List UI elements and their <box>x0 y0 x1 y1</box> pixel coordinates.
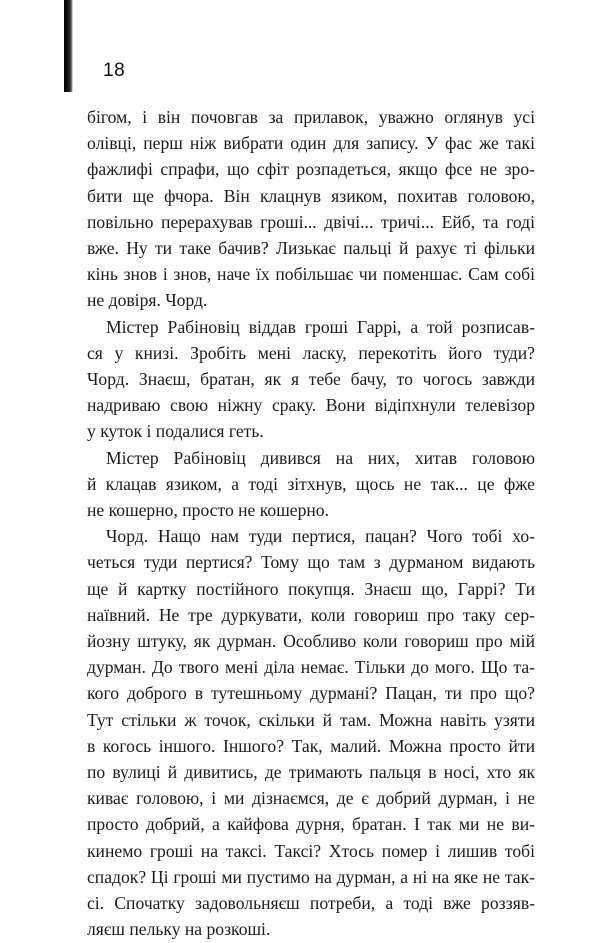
text-line: фажлифі спрафи, що сфіт розпадеться, якщо фсе не зро- <box>87 159 535 180</box>
paragraph <box>87 104 535 314</box>
text-line: спадок? Ці гроші ми пустимо на дурман, а ні на яке не так- <box>87 866 535 887</box>
text-line: повільно перерахував гроші... двічі... тричі... Ейб, та годі <box>87 211 535 232</box>
text-line: просто добрий, а кайфова дурня, братан. І так ми не ви- <box>87 814 535 835</box>
text-line: Містер Рабіновіц дивився на них, хитав головою <box>106 447 535 468</box>
text-line: у куток і подалися геть. <box>87 421 264 442</box>
text-line: бити ще фчора. Він клацнув язиком, похитав головою, <box>87 185 535 206</box>
text-line: ся у книзі. Зробіть мені ласку, перекотіть його туди? <box>87 342 535 363</box>
text-line: бігом, і він почовгав за прилавок, уважно оглянув усі <box>87 107 535 127</box>
text-line: Тут стільки ж точок, скільки й там. Можна навіть узяти <box>87 709 535 730</box>
text-line: ще й картку постійного покупця. Знаєш що, Гаррі? Ти <box>87 578 535 599</box>
page-edge-mark <box>64 0 73 92</box>
paragraph <box>87 314 535 445</box>
paragraph <box>87 445 535 524</box>
text-line: кинемо гроші на таксі. Таксі? Хтось помер і лишив тобі <box>87 840 535 861</box>
text-line: не довіря. Чорд. <box>87 290 208 311</box>
text-line: й клацав язиком, а тоді зітхнув, щось не так... це фже <box>87 473 535 494</box>
body-text <box>87 104 535 943</box>
text-line: Містер Рабіновіц віддав гроші Гаррі, а той розписав- <box>106 316 535 337</box>
text-line: надриваю свою ніжну сраку. Вони відіпхнули телевізор <box>87 395 535 416</box>
paragraph <box>87 523 535 942</box>
text-line: сі. Спочатку задовольняєш потреби, а тоді вже роззяв- <box>87 893 535 914</box>
text-line: наївний. Не тре дуркувати, коли говориш про таку сер- <box>87 604 535 625</box>
text-line: четься туди пертися? Тому що там з дурманом видають <box>87 552 535 573</box>
text-line: по вулиці й дивитись, де тримають пальця в носі, хто як <box>87 762 535 783</box>
text-line: Чорд. Нащо нам туди пертися, пацан? Чого тобі хо- <box>106 526 535 547</box>
text-line: Чорд. Знаєш, братан, як я тебе бачу, то чогось завжди <box>87 369 535 390</box>
text-line: не кошерно, просто не кошерно. <box>87 500 329 521</box>
text-line: йозну штуку, як дурман. Особливо коли говориш про мій <box>87 631 535 652</box>
page-number: 18 <box>103 60 126 81</box>
text-line: кого доброго в тутешньому дурмані? Пацан, ти про що? <box>87 683 535 704</box>
text-line: дурман. До твого мені діла немає. Тільки до мого. Що та- <box>87 657 535 678</box>
text-line: кінь знов і знов, наче їх побільшає чи поменшає. Сам собі <box>87 264 535 285</box>
text-line: олівці, перш ніж вибрати один для запису. У фас же такі <box>87 133 535 154</box>
text-line: вже. Ну ти таке бачив? Лизькає пальці й рахує ті фільки <box>87 238 535 259</box>
text-line: киває головою, і ми дізнаємся, де є добрий дурман, і не <box>87 788 535 809</box>
text-line: в когось іншого. Іншого? Так, малий. Можна просто йти <box>87 735 535 756</box>
text-line: ляєш пельку на розкоші. <box>87 919 271 940</box>
